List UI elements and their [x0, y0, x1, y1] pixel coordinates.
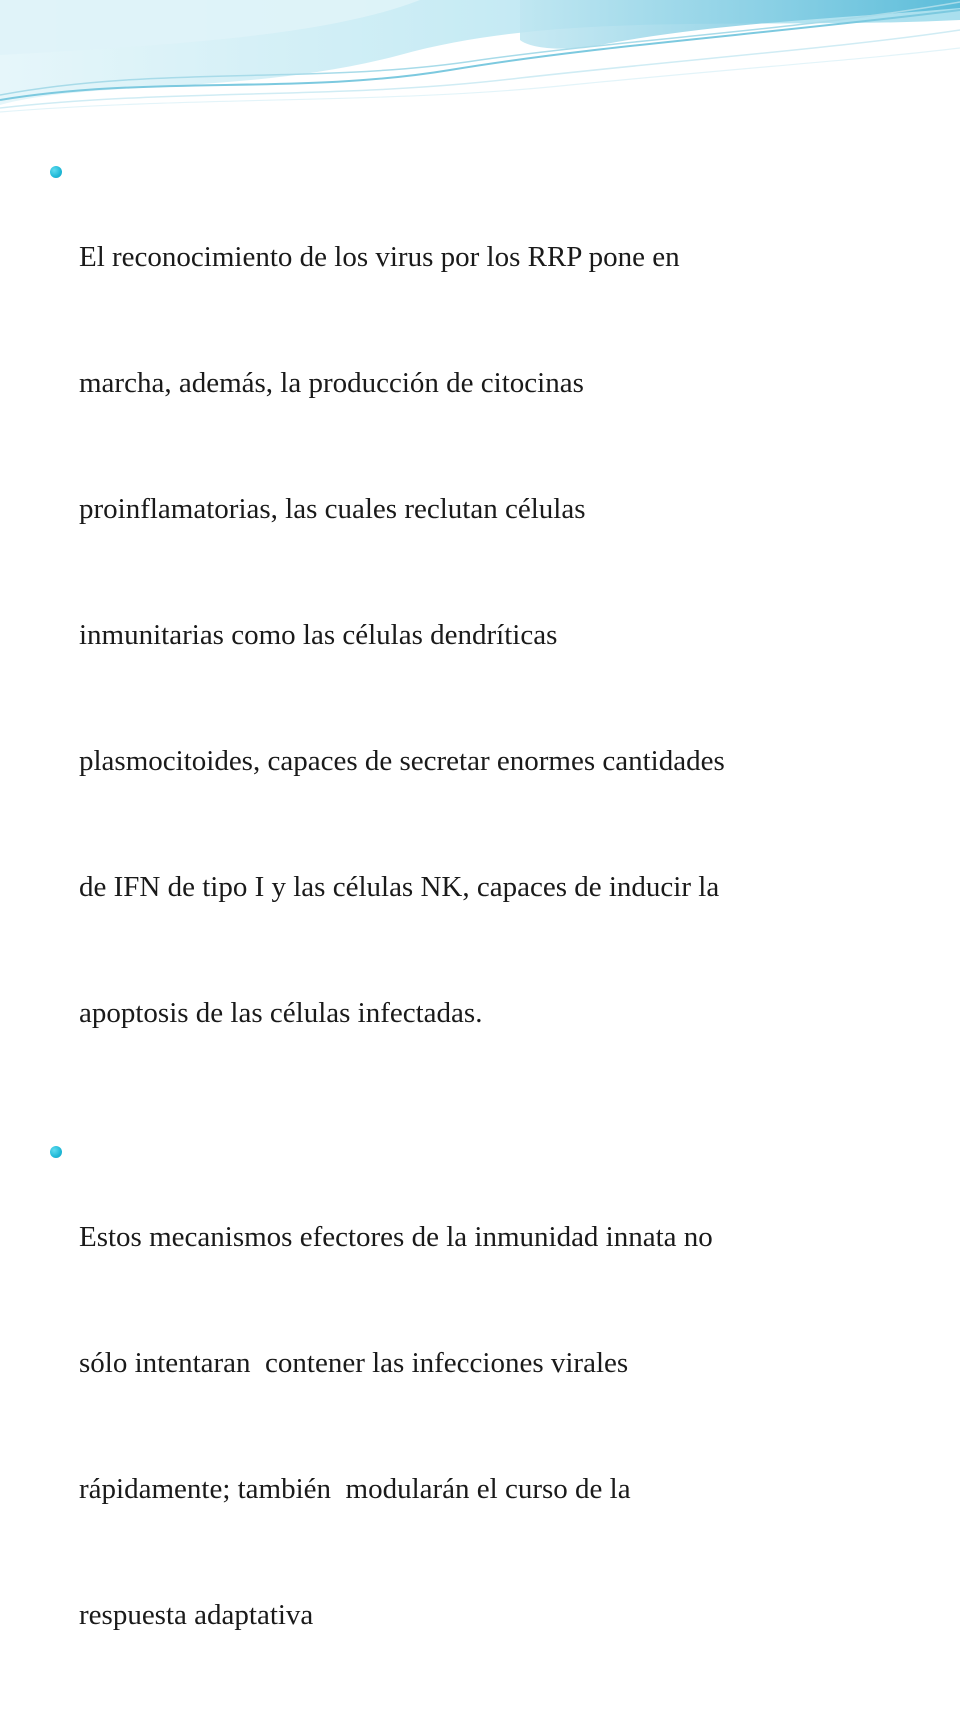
bullet-text: [79, 152, 928, 1118]
bullet-text: [79, 1132, 928, 1720]
circle-bullet-icon: [50, 166, 62, 178]
text-line: Estos mecanismos efectores de la inmunidad innata no: [79, 1221, 713, 1253]
bullet-item-1: [48, 152, 928, 1118]
text-line: rápidamente; también modularán el curso de la: [79, 1473, 631, 1505]
text-line: apoptosis de las células infectadas.: [79, 997, 483, 1029]
text-line: plasmocitoides, capaces de secretar enormes cantidades: [79, 745, 725, 777]
circle-bullet-icon: [50, 1146, 62, 1158]
text-line: sólo intentaran contener las infecciones virales: [79, 1347, 629, 1379]
bullet-list: [48, 152, 928, 1734]
text-line: marcha, además, la producción de citocinas: [79, 367, 584, 399]
text-line: respuesta adaptativa: [79, 1599, 314, 1631]
wave-decoration: [0, 0, 960, 130]
bullet-item-2: [48, 1132, 928, 1720]
text-line: de IFN de tipo I y las células NK, capaces de inducir la: [79, 871, 720, 903]
text-line: El reconocimiento de los virus por los RRP pone en: [79, 241, 680, 273]
text-line: inmunitarias como las células dendríticas: [79, 619, 558, 651]
text-line: proinflamatorias, las cuales reclutan células: [79, 493, 586, 525]
